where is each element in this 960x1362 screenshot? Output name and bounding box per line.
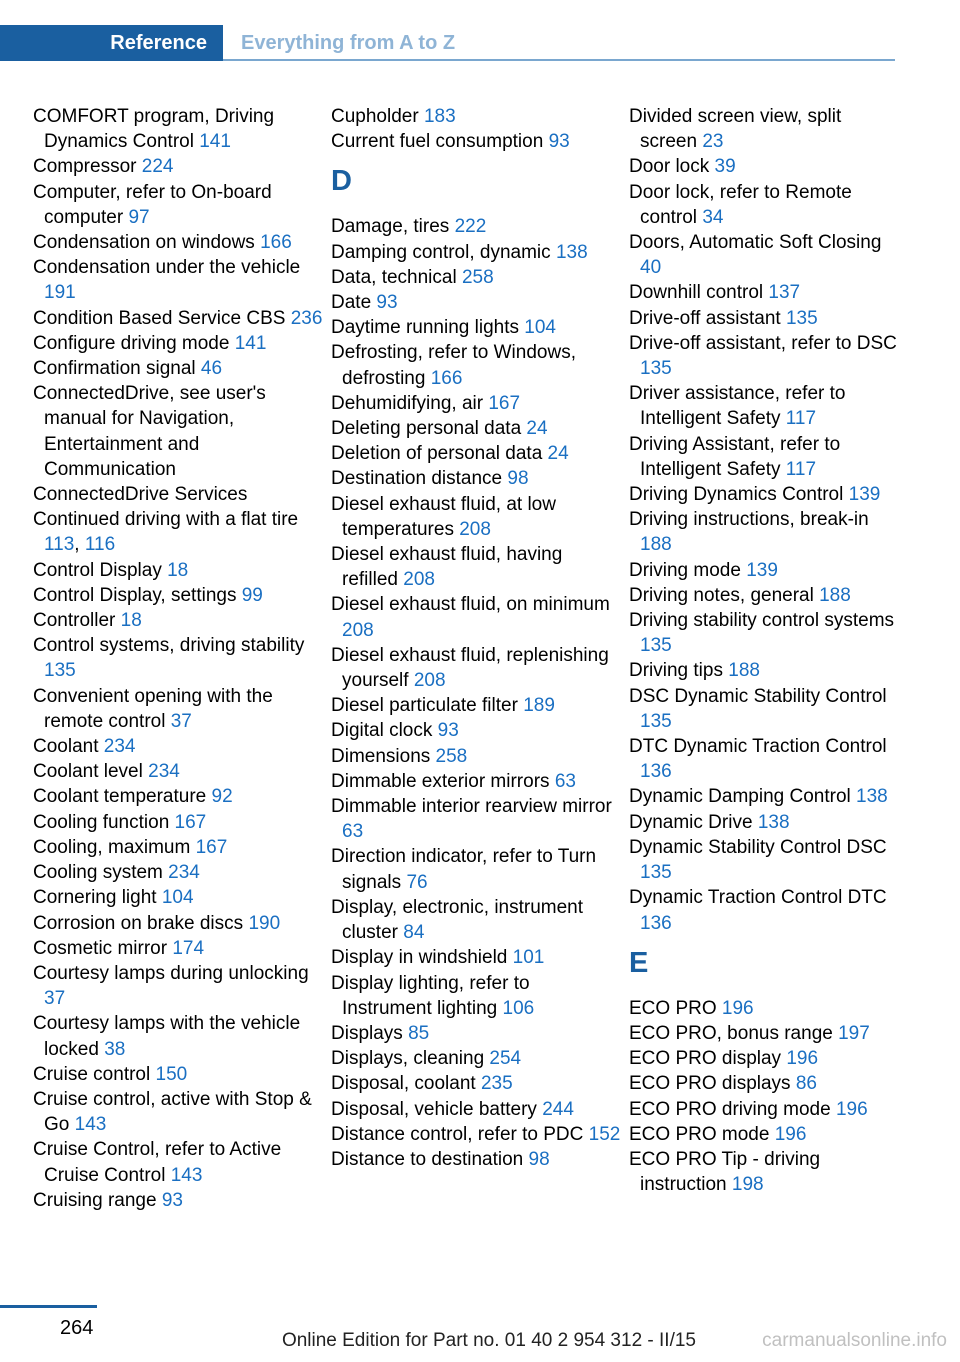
index-entry [33, 558, 323, 583]
index-entry [33, 936, 323, 961]
index-entry [33, 1011, 323, 1061]
index-entry [33, 961, 323, 1011]
page-reference-link[interactable]: 135 [640, 862, 672, 884]
page-reference-link[interactable]: 135 [640, 710, 672, 732]
index-entry-text: Destination distance [331, 468, 503, 490]
index-entry [331, 693, 621, 718]
index-entry-text: COMFORT program, Driving Dynamics Control [33, 106, 275, 153]
index-entry-text: Disposal, coolant [331, 1073, 476, 1095]
index-entry [331, 441, 621, 466]
index-entry-text: Direction indicator, refer to Turn signals [331, 846, 597, 893]
index-entry-text: Control Display, settings [33, 584, 237, 606]
page-header [0, 25, 895, 61]
page-reference-link[interactable]: 258 [461, 266, 494, 288]
index-entry [331, 315, 621, 340]
index-entry [629, 684, 899, 734]
page-reference-link[interactable]: 197 [838, 1022, 870, 1044]
index-entry-text: Disposal, vehicle battery [331, 1098, 537, 1120]
index-entry-text: Driving tips [629, 660, 723, 682]
index-entry-text: Data, technical [331, 266, 457, 288]
page-reference-link[interactable]: 104 [161, 887, 194, 909]
page-reference-link[interactable]: 37 [170, 710, 192, 732]
page-reference-link[interactable]: 117 [785, 408, 817, 430]
index-entry-text: Corrosion on brake discs [33, 912, 244, 934]
index-entry-text: Cupholder [331, 106, 419, 127]
page-reference-link[interactable]: 189 [523, 695, 555, 717]
footer-divider [0, 1305, 97, 1308]
page-reference-link[interactable]: 18 [167, 559, 189, 581]
page-reference-link[interactable]: 135 [640, 635, 672, 657]
page-reference-link[interactable]: 143 [170, 1164, 203, 1186]
index-entry-text: Diesel exhaust fluid, at low temperatures [331, 493, 556, 540]
page-reference-link[interactable]: 93 [437, 720, 459, 742]
page-reference-link[interactable]: 208 [459, 518, 491, 540]
index-entry-text: Distance control, refer to PDC [331, 1123, 584, 1145]
index-entry [629, 230, 899, 280]
page-reference-link[interactable]: 37 [44, 988, 66, 1010]
page-reference-link[interactable]: 188 [819, 584, 851, 606]
page-reference-link[interactable]: 136 [640, 912, 672, 934]
index-entry [629, 331, 899, 381]
index-entry [33, 810, 323, 835]
page-reference-link[interactable]: 234 [168, 862, 200, 884]
index-entry [331, 466, 621, 491]
page-reference-link[interactable]: 98 [507, 468, 529, 490]
index-entry-text: ECO PRO, bonus range [629, 1022, 833, 1044]
index-entry [629, 432, 899, 482]
index-entry [331, 542, 621, 592]
index-entry-text: Distance to destination [331, 1148, 524, 1170]
page-reference-link[interactable]: 167 [195, 836, 228, 858]
page-reference-link[interactable]: 135 [785, 307, 818, 329]
page-reference-link[interactable]: 92 [211, 786, 233, 808]
index-entry [331, 794, 621, 844]
index-entry-text: Diesel exhaust fluid, replenishing yourself [331, 644, 609, 692]
index-entry [331, 290, 621, 315]
index-entry [629, 104, 899, 154]
page-reference-link[interactable]: 99 [241, 584, 263, 606]
index-entry-text: ECO PRO [629, 997, 717, 1019]
page-reference-link[interactable]: 174 [172, 937, 205, 959]
page-reference-link[interactable]: 104 [524, 317, 556, 339]
page-reference-link[interactable]: 101 [512, 947, 545, 969]
index-entry [629, 583, 899, 608]
index-entry-text: Damage, tires [331, 216, 450, 238]
page-reference-link[interactable]: 18 [120, 610, 142, 632]
index-entry-text: Courtesy lamps with the vehicle locked [33, 1013, 301, 1060]
index-entry [629, 154, 899, 179]
index-letter-heading: E [629, 946, 649, 979]
page-reference-link[interactable]: 196 [774, 1123, 807, 1145]
index-entry-text: Date [331, 292, 372, 314]
index-entry-text: Damping control, dynamic [331, 241, 551, 263]
page-reference-link[interactable]: 208 [403, 569, 435, 591]
page-reference-link[interactable]: 138 [856, 786, 888, 808]
index-entry [33, 1062, 323, 1087]
index-column-2 [331, 104, 621, 1172]
index-entry-text: Cosmetic mirror [33, 937, 168, 959]
index-entry-text: Driving mode [629, 559, 741, 581]
index-entry [629, 1071, 899, 1096]
index-entry-text: Diesel particulate filter [331, 695, 518, 717]
page-reference-link[interactable]: 198 [731, 1174, 764, 1196]
page-reference-link[interactable]: 116 [84, 534, 116, 556]
page-reference-link[interactable]: 93 [161, 1189, 183, 1211]
page-reference-link[interactable]: 196 [835, 1098, 868, 1120]
index-entry-text: Display, electronic, instrument cluster [331, 896, 584, 944]
index-entry [331, 895, 621, 945]
index-entry-text: Driving stability control systems [629, 610, 895, 632]
index-entry-text: Coolant temperature [33, 786, 207, 808]
index-entry-text: Dynamic Damping Control [629, 786, 851, 808]
index-entry-text: Downhill control [629, 282, 764, 304]
index-entry [331, 265, 621, 290]
index-entry [33, 381, 323, 482]
index-entry-text: ECO PRO driving mode [629, 1098, 831, 1120]
page-reference-link[interactable]: 188 [640, 534, 672, 556]
page-reference-link[interactable]: 23 [702, 131, 724, 153]
index-entry-text: Courtesy lamps during unlocking [33, 962, 309, 984]
index-entry [629, 381, 899, 431]
header-tab-reference[interactable]: Reference [0, 25, 223, 61]
index-entry [629, 734, 899, 784]
index-entry-text: Cruise control, active with Stop & Go [33, 1088, 312, 1136]
index-entry-text: Daytime running lights [331, 317, 519, 339]
index-entry [629, 835, 899, 885]
index-entry [331, 416, 621, 441]
page-reference-link[interactable]: 40 [640, 257, 662, 279]
header-divider [223, 59, 895, 61]
index-entry-text: Driver assistance, refer to Intelligent Safety [629, 383, 846, 430]
page-reference-link[interactable]: 97 [128, 206, 150, 228]
index-entry-text: Dynamic Traction Control DTC [629, 887, 887, 909]
page-reference-link[interactable]: 190 [248, 912, 281, 934]
index-entry-text: Current fuel consumption [331, 131, 544, 153]
index-entry [331, 340, 621, 390]
index-entry-text: Control systems, driving stability [33, 635, 305, 657]
page-reference-link[interactable]: 63 [342, 821, 364, 843]
index-entry-text: Configure driving mode [33, 332, 230, 354]
page-reference-link[interactable]: 113 [44, 534, 75, 556]
index-entry [33, 154, 323, 179]
index-entry-text: Door lock [629, 156, 710, 178]
index-entry [33, 911, 323, 936]
index-entry-text: Cooling, maximum [33, 836, 191, 858]
index-entry [629, 1122, 899, 1147]
index-entry-text: Cooling system [33, 862, 163, 884]
page-reference-link[interactable]: 235 [480, 1073, 513, 1095]
index-entry-text: Confirmation signal [33, 358, 196, 380]
page-reference-link[interactable]: 63 [554, 770, 576, 792]
index-entry-text: Coolant level [33, 761, 143, 783]
index-entry [331, 844, 621, 894]
page-reference-link[interactable]: 106 [502, 997, 535, 1019]
index-entry [33, 608, 323, 633]
index-entry-text: ConnectedDrive, see user's manual for Navigation, Entertainment and Communication [33, 383, 266, 480]
index-entry [331, 492, 621, 542]
index-entry [331, 945, 621, 970]
index-entry [629, 784, 899, 809]
index-entry [629, 1046, 899, 1071]
page-reference-link[interactable]: 150 [155, 1063, 188, 1085]
index-entry [33, 1188, 323, 1213]
index-entry-text: Dynamic Drive [629, 811, 753, 833]
page-reference-link[interactable]: 196 [786, 1048, 819, 1070]
page-reference-link[interactable]: 167 [174, 811, 207, 833]
index-entry-text: Compressor [33, 156, 137, 178]
index-entry [331, 744, 621, 769]
index-entry-text: Computer, refer to On-board computer [33, 181, 272, 228]
page-reference-link[interactable]: 139 [848, 484, 881, 506]
index-entry [33, 860, 323, 885]
index-entry-text: ConnectedDrive Services [33, 484, 248, 506]
index-entry-text: Diesel exhaust fluid, having refilled [331, 544, 563, 591]
index-entry-text: Defrosting, refer to Windows, defrosting [331, 342, 576, 389]
page-reference-link[interactable]: 152 [588, 1123, 621, 1145]
index-entry-text: Condensation under the vehicle [33, 257, 301, 279]
index-entry [629, 280, 899, 305]
page-reference-link[interactable]: 244 [542, 1098, 574, 1120]
page-reference-link[interactable]: 224 [141, 156, 174, 178]
page-reference-link[interactable]: 84 [403, 922, 425, 944]
index-entry-text: Dimmable interior rearview mirror [331, 796, 612, 818]
page-reference-link[interactable]: 167 [488, 392, 521, 414]
page-reference-link[interactable]: 208 [342, 619, 374, 641]
page-reference-link[interactable]: 183 [423, 106, 456, 127]
index-entry [331, 1071, 621, 1096]
index-entry [629, 482, 899, 507]
index-entry-text: Condensation on windows [33, 232, 255, 254]
page-reference-link[interactable]: 117 [785, 458, 817, 480]
index-entry [629, 996, 899, 1021]
index-entry-text: Cooling function [33, 811, 170, 833]
page-reference-link[interactable]: 222 [454, 216, 487, 238]
index-entry-text: Deleting personal data [331, 418, 522, 440]
index-entry [629, 1147, 899, 1197]
index-entry-text: Dimensions [331, 745, 431, 767]
index-entry-text: Diesel exhaust fluid, on minimum [331, 594, 610, 616]
index-entry [33, 104, 323, 154]
page-reference-link[interactable]: 234 [103, 736, 136, 758]
index-entry-text: Controller [33, 610, 116, 632]
index-entry [33, 633, 323, 683]
page-reference-link[interactable]: 234 [148, 761, 180, 783]
index-entry [33, 331, 323, 356]
page-reference-link[interactable]: 24 [526, 418, 548, 440]
index-entry [331, 643, 621, 693]
index-entry-text: Dimmable exterior mirrors [331, 770, 550, 792]
index-column-3 [629, 104, 899, 1197]
index-entry [629, 180, 899, 230]
page-reference-link[interactable]: 34 [702, 206, 724, 228]
page-reference-link[interactable]: 137 [768, 282, 801, 304]
page-reference-link[interactable]: 135 [44, 660, 76, 682]
index-entry [33, 306, 323, 331]
index-entry-text: ECO PRO displays [629, 1073, 791, 1095]
edition-note: Online Edition for Part no. 01 40 2 954 312 - II/15 [281, 1330, 696, 1351]
index-entry-text: Condition Based Service CBS [33, 307, 286, 329]
index-entry-text: Control Display [33, 559, 162, 581]
index-entry-text: Driving Dynamics Control [629, 484, 844, 506]
index-entry [629, 1097, 899, 1122]
index-entry [331, 214, 621, 239]
page-reference-link[interactable]: 141 [234, 332, 267, 354]
index-entry-text: Cruising range [33, 1189, 157, 1211]
index-entry-text: DTC Dynamic Traction Control [629, 736, 887, 758]
index-entry-text: Convenient opening with the remote control [33, 685, 273, 732]
index-entry [331, 592, 621, 642]
index-entry-text: Cornering light [33, 887, 157, 909]
page-reference-link[interactable]: 138 [757, 811, 790, 833]
index-entry [33, 180, 323, 230]
index-entry: Continued driving with a flat tire 113, 116 [33, 509, 299, 556]
index-entry-text: Display lighting, refer to Instrument lighting [331, 972, 530, 1019]
index-entry [331, 1122, 621, 1147]
page-reference-link[interactable]: 166 [430, 367, 463, 389]
index-entry-text: ECO PRO Tip - driving instruction [629, 1148, 821, 1196]
index-entry [629, 885, 899, 935]
index-entry [629, 306, 899, 331]
index-entry [331, 104, 621, 129]
index-entry [33, 734, 323, 759]
page-reference-link[interactable]: 141 [199, 131, 231, 153]
index-entry [331, 769, 621, 794]
index-entry-text: Continued driving with a flat tire [33, 509, 299, 531]
page-reference-link[interactable]: 188 [728, 660, 760, 682]
index-column-1 [33, 104, 323, 1213]
index-entry-text: Digital clock [331, 720, 433, 742]
page-reference-link[interactable]: 191 [44, 282, 76, 304]
index-entry [33, 482, 323, 507]
index-entry-text: ECO PRO display [629, 1048, 782, 1070]
index-entry [33, 759, 323, 784]
page-reference-link[interactable]: 135 [640, 358, 672, 380]
index-entry-text: Cruise control [33, 1063, 151, 1085]
index-entry [33, 230, 323, 255]
index-entry [331, 718, 621, 743]
page-reference-link[interactable]: 93 [548, 131, 570, 153]
index-entry [33, 835, 323, 860]
page-reference-link[interactable]: 208 [413, 670, 446, 692]
index-entry [629, 810, 899, 835]
page-reference-link[interactable]: 136 [640, 761, 672, 783]
index-entry-text: Displays, cleaning [331, 1048, 485, 1070]
index-entry-text: Dehumidifying, air [331, 392, 484, 414]
page-reference-link[interactable]: 46 [200, 358, 223, 380]
index-entry [331, 1046, 621, 1071]
index-entry-text: Displays [331, 1022, 403, 1044]
index-entry [33, 684, 323, 734]
index-entry [33, 885, 323, 910]
page-reference-link[interactable]: 258 [435, 745, 468, 767]
index-entry-text: Divided screen view, split screen [629, 106, 842, 153]
index-entry [331, 240, 621, 265]
index-entry-text: Drive-off assistant, refer to DSC [629, 332, 897, 354]
page-reference-link[interactable]: 39 [714, 156, 736, 178]
index-entry-text: Doors, Automatic Soft Closing [629, 232, 882, 254]
page-reference-link[interactable]: 236 [290, 307, 323, 329]
index-entry-text: Door lock, refer to Remote control [629, 181, 852, 228]
index-entry [33, 583, 323, 608]
page-reference-link[interactable]: 93 [376, 292, 398, 314]
page-number: 264 [60, 1317, 94, 1339]
index-entry [331, 1021, 621, 1046]
page-reference-link[interactable]: 138 [555, 241, 588, 263]
index-entry-text: Cruise Control, refer to Active Cruise Control [33, 1139, 282, 1186]
index-entry-text: Drive-off assistant [629, 307, 781, 329]
index-entry [331, 129, 621, 154]
page-reference-link[interactable]: 76 [406, 871, 428, 893]
index-entry-text: Display in windshield [331, 947, 508, 969]
page-reference-link[interactable]: 86 [795, 1073, 817, 1095]
index-entry [629, 1021, 899, 1046]
header-section-title[interactable]: Everything from A to Z [241, 32, 456, 54]
page-reference-link[interactable]: 196 [721, 997, 754, 1019]
index-entry [629, 558, 899, 583]
index-entry-text: Coolant [33, 736, 99, 758]
page-reference-link[interactable]: 38 [104, 1038, 126, 1060]
index-entry-text: DSC Dynamic Stability Control [629, 685, 887, 707]
index-entry [33, 1137, 323, 1187]
index-entry-text: ECO PRO mode [629, 1123, 770, 1145]
index-entry [331, 1147, 621, 1172]
page-reference-link[interactable]: 98 [528, 1148, 550, 1170]
index-entry-text: Driving instructions, break-in [629, 509, 869, 531]
index-letter-heading: D [331, 165, 352, 198]
index-entry-text: Driving notes, general [629, 584, 814, 606]
index-entry [629, 658, 899, 683]
index-entry [33, 1087, 323, 1137]
page-reference-link[interactable]: 254 [489, 1048, 522, 1070]
page-reference-link[interactable]: 166 [260, 232, 292, 254]
index-entry-text: Deletion of personal data [331, 443, 543, 465]
index-entry-text: Dynamic Stability Control DSC [629, 836, 887, 858]
index-entry [331, 1097, 621, 1122]
index-entry [331, 391, 621, 416]
index-entry [33, 255, 323, 305]
watermark: carmanualsonline.info [762, 1330, 947, 1351]
page-reference-link[interactable]: 24 [547, 443, 569, 465]
page-reference-link[interactable]: 85 [408, 1022, 430, 1044]
index-entry [629, 608, 899, 658]
index-entry-text: Driving Assistant, refer to Intelligent Safety [629, 433, 841, 480]
page-reference-link[interactable]: 143 [74, 1114, 107, 1136]
index-entry [629, 507, 899, 557]
index-entry [331, 971, 621, 1021]
page-reference-link[interactable]: 139 [746, 559, 778, 581]
index-entry [33, 356, 323, 381]
index-entry [33, 784, 323, 809]
